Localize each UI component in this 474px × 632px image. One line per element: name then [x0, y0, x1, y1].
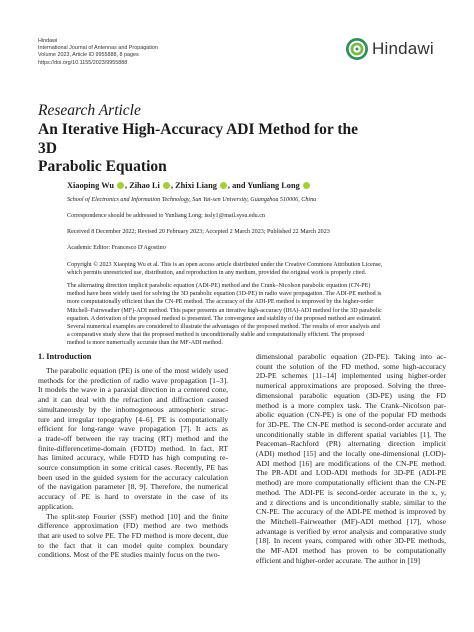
- body-text-line: efficient and higher-order accurate. The author in [19]: [256, 555, 421, 565]
- logo-text: Hindawi: [372, 39, 434, 58]
- hindawi-logo-icon: [346, 38, 368, 60]
- body-text-line: dimensional parabolic equation (2D-PE). Taking into ac-: [256, 352, 446, 361]
- author-name[interactable]: and Yunliang Long: [232, 181, 300, 190]
- body-text-line: 2D-PE schemes [11–14] implemented using higher-order: [256, 371, 446, 381]
- body-text-line: a trade-off between the ray tracing (RT) method and the: [38, 433, 228, 443]
- copyright-line: which permits unrestricted use, distribution, and reproduction in any medium, provided the original work is properly cited.: [67, 270, 367, 277]
- copyright-line: Copyright © 2023 Xiaoping Wu et al. This is an open access article distributed under the Creative Commons Attribution License,: [67, 262, 383, 268]
- body-text-line: accuracy of PE is hard to overstate in the case of its: [38, 492, 228, 502]
- abstract-line: method is more numerically accurate than the MF-ADI method.: [67, 340, 223, 347]
- abstract: [67, 282, 439, 348]
- body-text-line: methods for the prediction of radio wave propagation [1–3].: [38, 375, 228, 385]
- body-text-line: to the fact that it can model quite complex boundary: [38, 540, 228, 550]
- author-name[interactable]: Zhixi Liang: [175, 181, 217, 190]
- author-separator: ,: [170, 181, 176, 190]
- body-text-line: It models the wave in a paraxial direction in a centered cone,: [38, 385, 228, 395]
- body-text-line: conditions. Most of the PE studies mainly focus on the two-: [38, 550, 221, 560]
- hindawi-logo: [346, 36, 442, 62]
- publisher-name: Hindawi: [38, 38, 58, 44]
- body-text-line: source consumption in some critical cases. Recently, PE has: [38, 463, 228, 473]
- body-text-line: efficient for long-range wave propagation [7]. It acts as: [38, 424, 228, 434]
- author-separator: ,: [227, 181, 233, 190]
- section-heading: 1. Introduction: [38, 352, 92, 361]
- academic-editor: Academic Editor: Francesco D'Agostino: [67, 245, 166, 251]
- body-text-line: count the solution of the FD method, some high-accuracy: [256, 361, 446, 371]
- body-text-line: numerical approximations are proposed. Solving the three-: [256, 381, 446, 391]
- article-type: Research Article: [38, 102, 141, 119]
- body-text-line: and it can deal with the refraction and diffraction caused: [38, 395, 228, 405]
- body-text-line: method. The ADI-PE is second-order accurate in the x, y,: [256, 487, 446, 497]
- title-line-2: Parabolic Equation: [38, 158, 167, 175]
- abstract-line: more computationally efficient than the CN-PE method. The accuracy of the ADI-PE method is improved by the higher-order: [67, 299, 374, 306]
- body-text-line: finite-differencetime-domain (FDTD) method. In fact, RT: [38, 443, 228, 453]
- body-text-line: ture and irregular topography [4–6]. PE is computationally: [38, 414, 228, 424]
- body-text-line: Peaceman–Rachford (PR) alternating direction implicit: [256, 439, 446, 449]
- author-name[interactable]: Xiaoping Wu: [67, 181, 114, 190]
- body-text-line: the MF-ADI method has proven to be computationally: [256, 546, 446, 556]
- right-text-column: [256, 352, 446, 565]
- article-title: [38, 121, 368, 177]
- author-name[interactable]: Zihao Li: [129, 181, 160, 190]
- publication-dates: Received 8 December 2022; Revised 20 February 2023; Accepted 2 March 2023; Published 22 March 2023: [67, 229, 330, 235]
- affiliation: School of Electronics and Information Technology, Sun Yat-sen University, Guangzhou 510006, China: [67, 197, 317, 203]
- body-text-line: [18]. In recent years, compared with other 3D-PE methods,: [256, 536, 446, 546]
- body-text-line: that are used to solve PE. The FD method is more decent, due: [38, 530, 228, 540]
- abstract-line: The alternating direction implicit parabolic equation (ADI-PE) method and the Crank–Nicolson parabolic equation (CN-PE): [67, 283, 371, 289]
- body-text-line: dimensional parabolic equation (3D-PE) using the FD: [256, 390, 446, 400]
- doi-link[interactable]: https://doi.org/10.1155/2023/9955888: [38, 59, 128, 66]
- body-text-line: advantage is verified by error analysis and comparative study: [256, 526, 446, 536]
- correspondence: Correspondence should be addressed to Yunliang Long; issly1@mail.sysu.edu.cn: [67, 213, 265, 219]
- author-separator: ,: [125, 181, 130, 190]
- title-line-1: An Iterative High-Accuracy ADI Method for the 3D: [38, 121, 358, 157]
- abstract-line: method have been widely used for solving the 3D parabolic equation (3D-PE) in radio wave propagation. The ADI-PE method is: [67, 291, 382, 298]
- orcid-icon[interactable]: [117, 182, 124, 189]
- body-text-line: been used in the guided system for the accuracy calculation: [38, 472, 228, 482]
- abstract-line: equation. A derivation of the proposed method is presented. The convergence and stability of the proposed method are estimated.: [67, 315, 382, 322]
- orcid-icon[interactable]: [163, 182, 170, 189]
- body-text-line: for 3D-PE. The CN-PE method is second-order accurate and: [256, 419, 446, 429]
- author-list: [67, 181, 311, 190]
- orcid-icon[interactable]: [303, 182, 310, 189]
- body-text-line: (ADI) method [15] and the locally one-dimensional (LOD)-: [256, 449, 446, 459]
- body-text-line: method is a more complex task. The Crank–Nicolson par-: [256, 400, 446, 410]
- abstract-line: Mitchell–Fairweather (MF)-ADI method. This paper presents an iterative high-accuracy (IHA)-ADI method for the 3D parabolic: [67, 307, 382, 314]
- copyright-notice: [67, 261, 439, 277]
- body-text-line: unconditionally stable in different spatial variables [1]. The: [256, 429, 446, 439]
- orcid-icon[interactable]: [220, 182, 227, 189]
- body-text-line: The PR-ADI and LOD-ADI methods for 3D-PE (ADI-PE: [256, 468, 446, 478]
- body-text-line: ADI method [16] are modifications of the CN-PE method.: [256, 458, 446, 468]
- body-text-line: simultaneously by the inhomogeneous atmospheric struc-: [38, 404, 228, 414]
- abstract-line: Several numerical examples are considered to illustrate the advantages of the proposed method. The results of error analysis and: [67, 324, 380, 331]
- body-text-line: the Mitchell–Fairweather (MF)-ADI method [17], whose: [256, 516, 446, 526]
- body-text-line: The parabolic equation (PE) is one of the most widely used: [46, 366, 228, 375]
- body-text-line: method) are more computationally efficient than the CN-PE: [256, 478, 446, 488]
- body-text-line: CN-PE. The accuracy of the ADI-PE method is improved by: [256, 507, 446, 517]
- body-text-line: and z directions and is unconditionally stable, similar to the: [256, 497, 446, 507]
- journal-metadata: [38, 38, 158, 67]
- body-text-line: application.: [38, 501, 74, 511]
- body-text-line: abolic equation (CN-PE) is one of the popular FD methods: [256, 410, 446, 420]
- body-text-line: difference approximation (FD) method are two methods: [38, 521, 228, 531]
- abstract-line: a comparative study show that the proposed method is unconditionally stable and computationally efficient. The proposed: [67, 332, 365, 339]
- journal-title: International Journal of Antennas and Propagation: [38, 45, 158, 52]
- left-text-column: [38, 366, 228, 560]
- body-text-line: has limited accuracy, while FDTD has high computing re-: [38, 453, 228, 463]
- body-text-line: The split-step Fourier (SSF) method [10] and the finite: [46, 511, 228, 521]
- body-text-line: of the navigation parameter [8, 9]. Therefore, the numerical: [38, 482, 228, 492]
- volume-line: Volume 2023, Article ID 9955888, 8 pages: [38, 52, 139, 59]
